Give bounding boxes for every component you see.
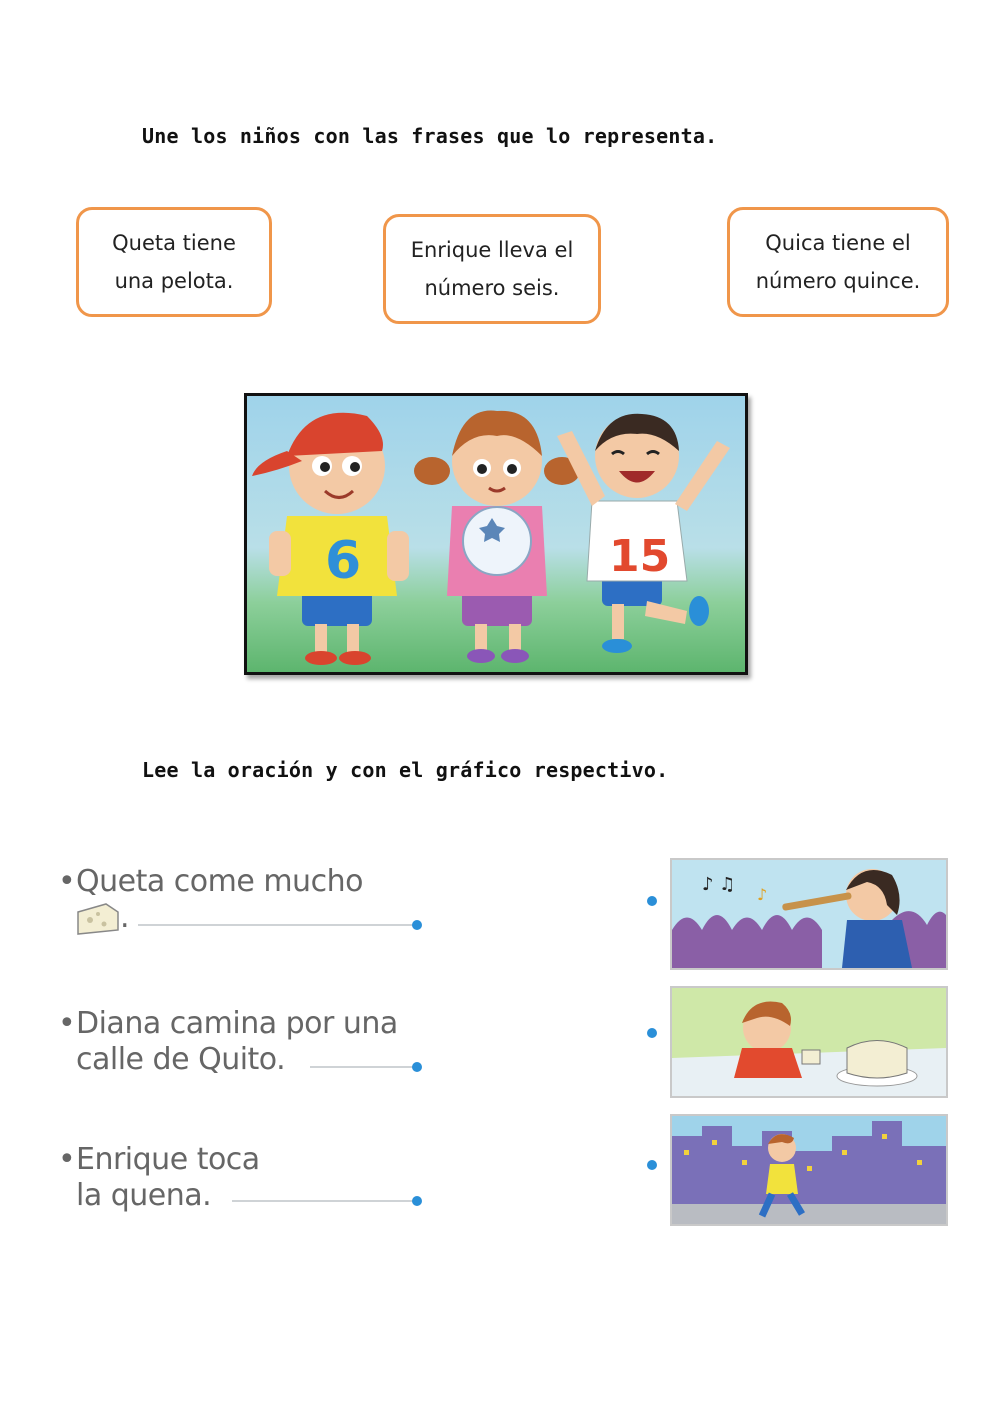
instruction-match-children: Une los niños con las frases que lo representa. (142, 124, 718, 148)
phrase-line: Enrique lleva el (410, 238, 574, 262)
phrase-box-quica[interactable] (727, 207, 949, 317)
svg-text:♪: ♪ (757, 885, 768, 904)
connect-dot-panel-3[interactable] (647, 1160, 657, 1170)
bullet-icon: • (58, 1006, 76, 1041)
phrase-box-enrique[interactable] (383, 214, 601, 324)
instruction-read-sentence: Lee la oración y con el gráfico respectivo. (142, 758, 669, 782)
sentence-queta: •Queta come mucho . (58, 864, 363, 935)
sentence-diana: •Diana camina por una calle de Quito. (58, 1006, 398, 1077)
phrase-line: Quica tiene el (765, 231, 911, 255)
panel-walking-city[interactable] (670, 1114, 948, 1226)
connect-dot-enrique[interactable] (412, 1196, 422, 1206)
phrase-line: número seis. (424, 276, 560, 300)
children-drawing (247, 396, 745, 672)
flute-player-picture (672, 860, 946, 968)
phrase-box-queta[interactable] (76, 207, 272, 317)
connect-dot-panel-2[interactable] (647, 1028, 657, 1038)
shirt-number-15: 15 (609, 531, 671, 582)
panel-eating-cheese[interactable] (670, 986, 948, 1098)
answer-line (232, 1200, 416, 1202)
panel-flute-player[interactable] (670, 858, 948, 970)
bullet-icon: • (58, 1142, 76, 1177)
eating-cheese-picture (672, 988, 946, 1096)
phrase-line: número quince. (755, 269, 921, 293)
bullet-icon: • (58, 864, 76, 899)
walking-city-picture (672, 1116, 946, 1224)
answer-line (138, 924, 416, 926)
connect-dot-diana[interactable] (412, 1062, 422, 1072)
phrase-line: Queta tiene (112, 231, 236, 255)
connect-dot-queta[interactable] (412, 920, 422, 930)
connect-dot-panel-1[interactable] (647, 896, 657, 906)
svg-text:♪ ♫: ♪ ♫ (702, 874, 736, 895)
phrase-line: una pelota. (114, 269, 234, 293)
children-illustration (244, 393, 748, 675)
sentence-enrique: •Enrique toca la quena. (58, 1142, 260, 1213)
cheese-icon (76, 900, 120, 936)
shirt-number-6: 6 (325, 531, 362, 591)
answer-line (310, 1066, 416, 1068)
